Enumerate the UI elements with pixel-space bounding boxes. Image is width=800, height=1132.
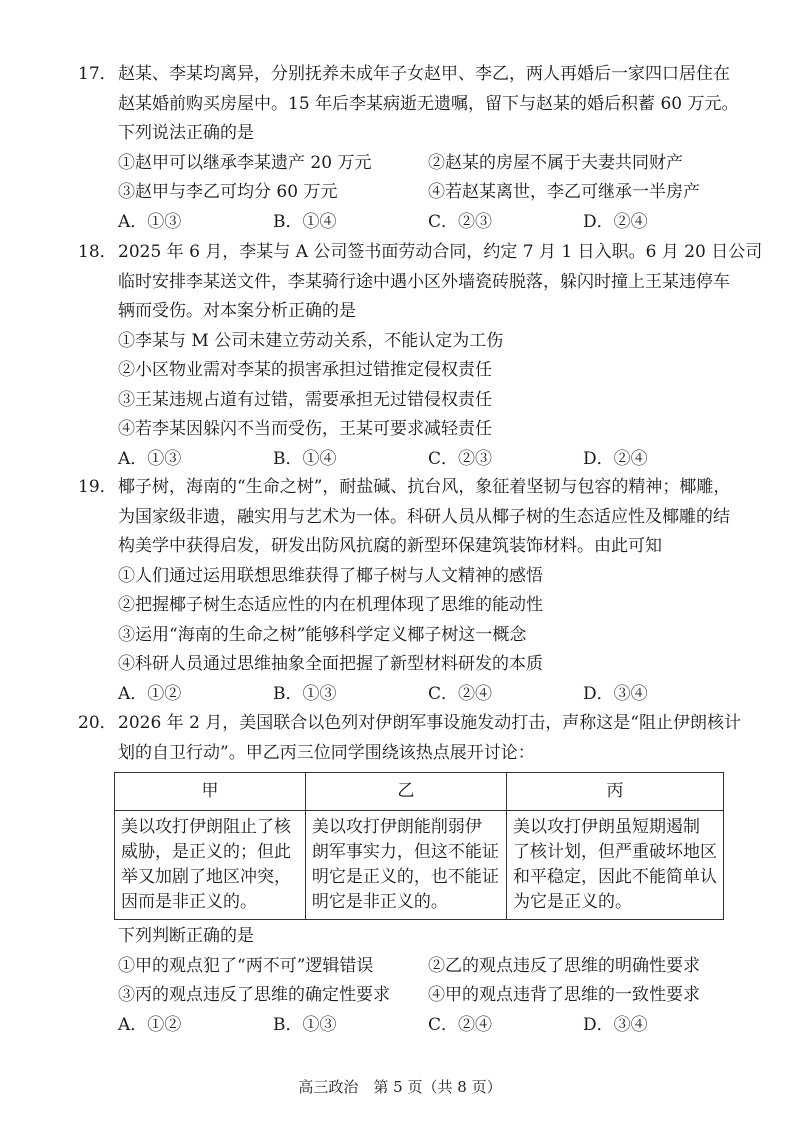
cell-line: 了核计划，但严重破坏地区 [512,842,717,862]
statement: ①人们通过运用联想思维获得了椰子树与人文精神的感悟 [118,565,543,586]
option-c: C．②④ [428,683,493,704]
statement-row [118,952,738,982]
cell-line: 为它是正义的。 [512,892,632,912]
option-a: A．①③ [118,211,182,232]
stem-line: 下列说法正确的是 [118,123,254,143]
answer-options [78,680,738,710]
option-c: C．②③ [428,448,493,469]
cell-line: 美以攻打伊朗能削弱伊 [311,817,482,837]
table-cell [115,811,306,920]
statement: ④甲的观点违背了思维的一致性要求 [428,985,700,1005]
stem-line: 椰子树，海南的“生命之树”，耐盐碱、抗台风，象征着坚韧与包容的精神；椰雕， [118,477,731,497]
answer-options [78,445,738,475]
stem-line: 2026 年 2 月，美国联合以色列对伊朗军事设施发动打击，声称这是“阻止伊朗核计 [118,713,741,733]
cell-line: 明它是正义的，也不能证 [311,867,499,887]
stem-line: 为国家级非遗，融实用与艺术为一体。科研人员从椰子树的生态适应性及椰雕的结 [118,506,730,527]
table-cell [506,811,723,920]
option-d: D．②④ [583,448,648,469]
statement: ③赵甲与李乙可均分 60 万元 [118,182,338,202]
option-b: B．①④ [273,448,337,469]
question-18 [78,238,763,474]
question-stem [78,238,763,327]
statement: ④若赵某离世，李乙可继承一半房产 [428,182,700,202]
answer-options [78,208,738,238]
statement: ③丙的观点违反了思维的确定性要求 [118,985,390,1005]
statement: ④科研人员通过思维抽象全面把握了新型材料研发的本质 [118,654,543,674]
stem-line: 辆而受伤。对本案分析正确的是 [118,301,356,321]
question-stem [78,709,741,768]
option-b: B．①③ [273,1014,337,1035]
question-prompt: 下列判断正确的是 [118,926,254,946]
answer-options [78,1011,738,1041]
table-header: 甲 [115,773,306,811]
option-a: A．①② [118,683,182,704]
statement: ②小区物业需对李某的损害承担过错推定侵权责任 [118,360,492,380]
cell-line: 朗军事实力，但这不能证 [311,842,499,862]
option-d: D．③④ [583,683,648,704]
option-a: A．①③ [118,448,182,469]
stem-line: 临时安排李某送文件，李某骑行途中遇小区外墙瓷砖脱落，躲闪时撞上王某违停车 [118,271,730,292]
option-d: D．②④ [583,211,648,232]
statement-list [78,952,738,1011]
statement: ①李某与 M 公司未建立劳动关系，不能认定为工伤 [118,330,504,351]
cell-line: 美以攻打伊朗虽短期遏制 [512,817,700,837]
stem-line: 赵某、李某均离异，分别抚养未成年子女赵甲、李乙，两人再婚后一家四口居住在 [118,64,730,84]
cell-line: 威胁，是正义的；但此 [121,842,291,862]
option-a: A．①② [118,1014,182,1035]
statement: ③王某违规占道有过错，需要承担无过错侵权责任 [118,389,492,410]
cell-line: 明它是非正义的。 [311,892,448,912]
statement-row [118,149,738,179]
table-header: 丙 [506,773,723,811]
cell-line: 举又加剧了地区冲突， [121,867,291,887]
table-header-row [115,773,724,811]
statement: ②赵某的房屋不属于夫妻共同财产 [428,152,683,173]
statement: ①甲的观点犯了“两不可”逻辑错误 [118,955,374,976]
statement-list [78,149,738,208]
cell-line: 和平稳定，因此不能简单认 [512,867,717,887]
table-header: 乙 [305,773,506,811]
question-19 [78,473,738,709]
question-number: 17． [78,64,117,84]
question-20 [78,709,741,1040]
stem-line: 构美学中获得启发，研发出防风抗腐的新型环保建筑装饰材料。由此可知 [118,536,662,556]
page-footer: 高三政治 第 5 页（共 8 页） [298,1078,502,1096]
table-row [115,811,724,920]
option-b: B．①③ [273,683,337,704]
question-17 [78,60,738,237]
statement: ②把握椰子树生态适应性的内在机理体现了思维的能动性 [118,595,543,615]
option-d: D．③④ [583,1014,648,1035]
option-c: C．②③ [428,211,493,232]
cell-line: 美以攻打伊朗阻止了核 [121,817,291,837]
cell-line: 因而是非正义的。 [121,892,257,912]
statement-row [118,981,738,1011]
question-stem [78,473,738,562]
statement: ②乙的观点违反了思维的明确性要求 [428,955,700,976]
statement: ④若李某因躲闪不当而受伤，王某可要求减轻责任 [118,419,492,439]
question-number: 20． [78,713,117,733]
statement: ③运用“海南的生命之树”能够科学定义椰子树这一概念 [118,624,527,645]
statement-row [118,178,738,208]
stem-line: 2025 年 6 月，李某与 A 公司签书面劳动合同，约定 7 月 1 日入职。6 月 20 日公司 [118,242,763,262]
statement: ①赵甲可以继承李某遗产 20 万元 [118,152,372,173]
question-stem [78,60,738,149]
question-number: 19． [78,477,117,497]
stem-line: 赵某婚前购买房屋中。15 年后李某病逝无遗嘱，留下与赵某的婚后积蓄 60 万元。 [118,93,739,114]
stem-line: 划的自卫行动”。甲乙丙三位同学围绕该热点展开讨论： [118,742,535,763]
question-number: 18． [78,242,117,262]
table-cell [305,811,506,920]
discussion-table [114,772,724,920]
option-c: C．②④ [428,1014,493,1035]
option-b: B．①④ [273,211,337,232]
